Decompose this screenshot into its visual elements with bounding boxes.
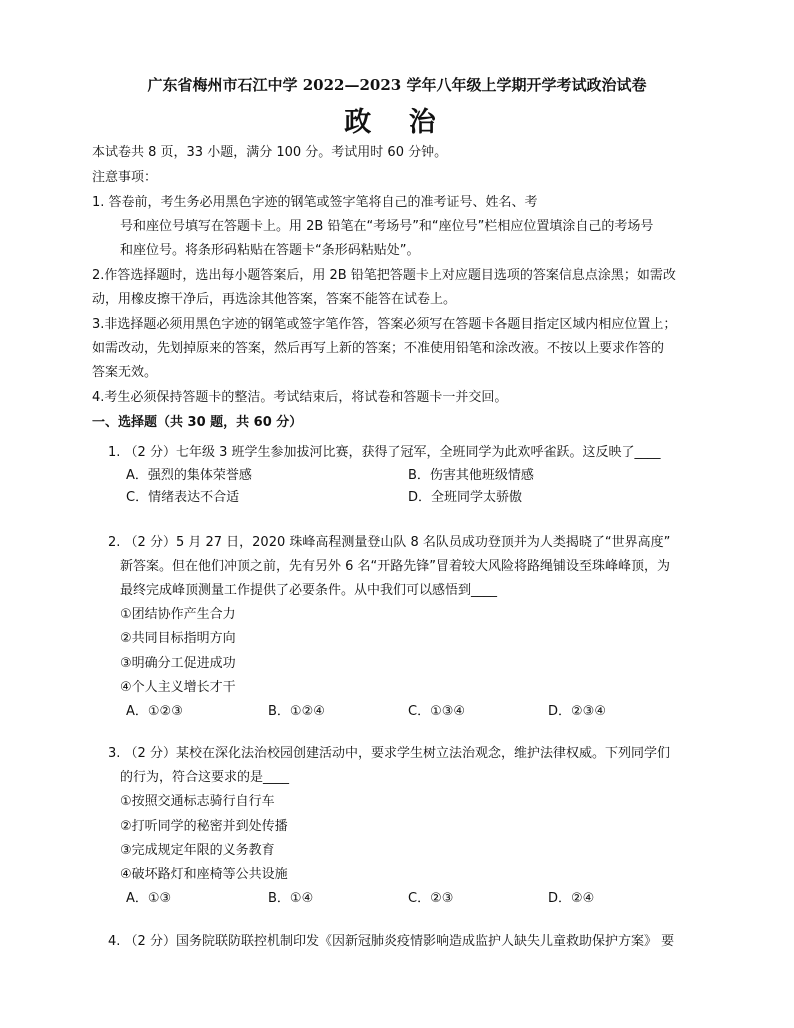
question-3-option-b[interactable]: B．①④: [268, 891, 314, 906]
notice-line: 和座位号。将条形码粘贴在答题卡“条形码粘贴处”。: [120, 243, 420, 258]
question-2-stem: 最终完成峰顶测量工作提供了必要条件。从中我们可以感悟到____: [120, 583, 498, 598]
exam-summary: 本试卷共 8 页，33 小题，满分 100 分。考试用时 60 分钟。: [92, 145, 448, 160]
question-2-statement: ②共同目标指明方向: [120, 631, 236, 646]
notice-line: 答案无效。: [92, 365, 158, 380]
question-1-stem: 1. （2 分）七年级 3 班学生参加拔河比赛，获得了冠军，全班同学为此欢呼雀跃。这反映了____: [108, 445, 661, 460]
question-1-option-c[interactable]: C．情绪表达不合适: [126, 490, 240, 505]
question-3-stem: 3. （2 分）某校在深化法治校园创建活动中，要求学生树立法治观念，维护法律权威。下列同学们: [108, 746, 670, 761]
section-heading: 一、选择题（共 30 题，共 60 分）: [92, 415, 303, 430]
question-2-statement: ①团结协作产生合力: [120, 607, 236, 622]
question-4-stem: 4. （2 分）国务院联防联控机制印发《因新冠肺炎疫情影响造成监护人缺失儿童救助保护方案》 要: [108, 934, 675, 949]
question-2-option-c[interactable]: C．①③④: [408, 704, 466, 719]
question-2-stem: 新答案。但在他们冲顶之前，先有另外 6 名“开路先锋”冒着较大风险将路绳铺设至珠峰峰顶，为: [120, 559, 671, 574]
question-3-statement: ①按照交通标志骑行自行车: [120, 794, 275, 809]
question-2-option-a[interactable]: A．①②③: [126, 704, 183, 719]
notice-line: 动，用橡皮擦干净后，再选涂其他答案，答案不能答在试卷上。: [92, 292, 457, 307]
notice-heading: 注意事项：: [92, 170, 158, 185]
question-2-option-d[interactable]: D．②③④: [548, 704, 606, 719]
question-3-option-a[interactable]: A．①③: [126, 891, 172, 906]
subject-heading: 政 治: [344, 107, 450, 138]
question-2-option-b[interactable]: B．①②④: [268, 704, 325, 719]
question-3-stem: 的行为，符合这要求的是____: [120, 770, 290, 785]
notice-line: 4.考生必须保持答题卡的整洁。考试结束后，将试卷和答题卡一并交回。: [92, 390, 508, 405]
question-3-option-d[interactable]: D．②④: [548, 891, 595, 906]
question-2-statement: ④个人主义增长才干: [120, 680, 236, 695]
notice-line: 3.非选择题必须用黑色字迹的钢笔或签字笔作答，答案必须写在答题卡各题目指定区域内相应位置上；: [92, 317, 677, 332]
question-1-option-b[interactable]: B．伤害其他班级情感: [408, 468, 534, 483]
question-2-stem: 2. （2 分）5 月 27 日，2020 珠峰高程测量登山队 8 名队员成功登顶并为人类揭晓了“世界高度”: [108, 535, 671, 550]
notice-line: 1. 答卷前，考生务必用黑色字迹的钢笔或签字笔将自己的准考证号、姓名、考: [92, 195, 538, 210]
question-3-statement: ③完成规定年限的义务教育: [120, 843, 275, 858]
question-1-option-d[interactable]: D．全班同学太骄傲: [408, 490, 523, 505]
question-3-statement: ②打听同学的秘密并到处传播: [120, 819, 288, 834]
question-1-option-a[interactable]: A．强烈的集体荣誉感: [126, 468, 252, 483]
question-3-option-c[interactable]: C．②③: [408, 891, 454, 906]
question-2-statement: ③明确分工促进成功: [120, 656, 236, 671]
notice-line: 如需改动，先划掉原来的答案，然后再写上新的答案；不准使用铅笔和涂改液。不按以上要求作答的: [92, 341, 665, 356]
notice-line: 号和座位号填写在答题卡上。用 2B 铅笔在“考场号”和“座位号”栏相应位置填涂自己的考场号: [120, 219, 654, 234]
notice-line: 2.作答选择题时，选出每小题答案后，用 2B 铅笔把答题卡上对应题目选项的答案信息点涂黑；如需改: [92, 268, 676, 283]
question-3-statement: ④破坏路灯和座椅等公共设施: [120, 867, 288, 882]
exam-title: 广东省梅州市石江中学 2022—2023 学年八年级上学期开学考试政治试卷: [147, 76, 647, 94]
